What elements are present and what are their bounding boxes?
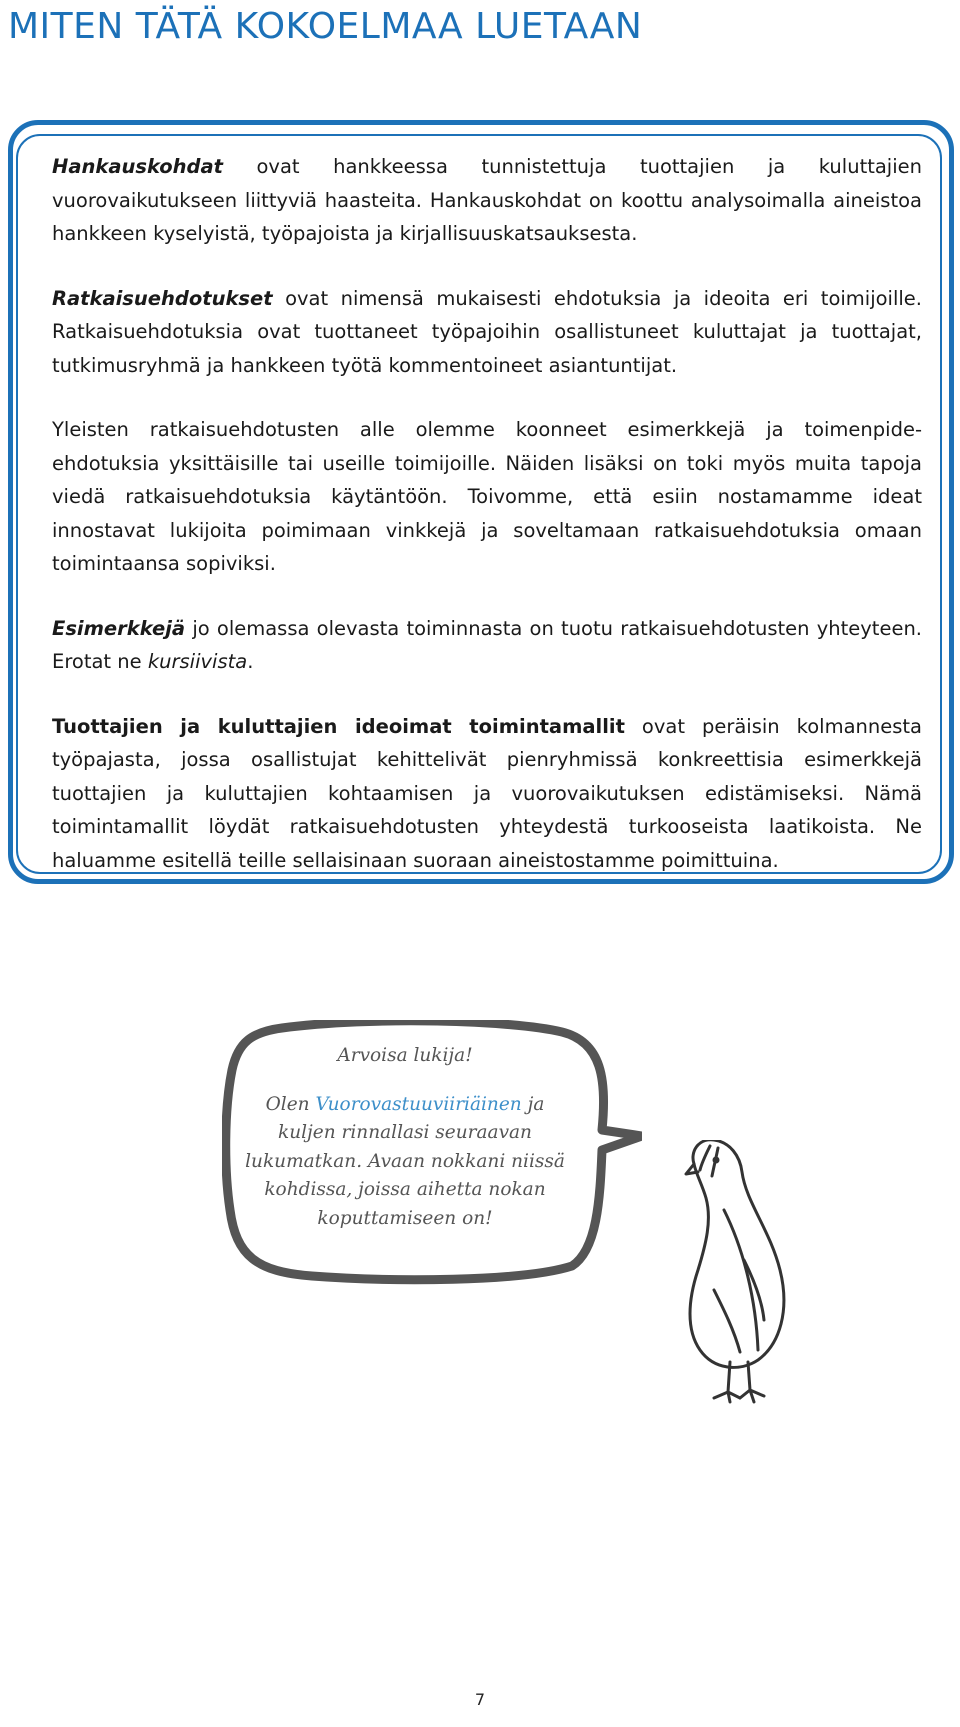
bubble-line-rest: ja kuljen rinnallasi seuraavan lukumatkan. Avaan nokkani niissä kohdissa, joissa aihetta nokan koputtamiseen on!	[245, 1093, 565, 1229]
page-number: 7	[474, 1690, 486, 1709]
bird-name-highlight: Vuorovastuuviiriäinen	[315, 1093, 522, 1115]
paragraph-text: ovat peräisin kolmannesta työpajasta, jossa osallistujat kehittelivät pienryhmissä konkreettisia esimerkkejä tuottajien ja kuluttajien kohtaamisen ja vuorovaikutuksen edistämiseksi. Nämä toimintamallit löydät ratkaisuehdotusten yhteydestä turkooseista laatikoista. Ne haluamme esitellä teille sellaisinaan suoraan aineistostamme poimittuina.	[52, 714, 922, 872]
quail-bird-illustration	[684, 1140, 804, 1410]
paragraph-hankauskohdat	[52, 150, 922, 251]
paragraph-yleisten: Yleisten ratkaisuehdotusten alle olemme koonneet esimerkkejä ja toimenpide-ehdotuksia yksittäisille tai useille toimijoille. Näiden lisäksi on toki myös muita tapoja viedä ratkaisuehdotuksia käytäntöön. Toivomme, että esiin nostamamme ideat innostavat lukijoita poimimaan vinkkejä ja soveltamaan ratkaisuehdotuksia omaan toimintaansa sopiviksi.	[52, 418, 922, 575]
italic-word: kursiivista	[147, 650, 248, 673]
bubble-line-start: Olen	[265, 1093, 316, 1115]
paragraph-text: ovat nimensä mukaisesti ehdotuksia ja ideoita eri toimijoille. Ratkaisuehdotuksia ovat tuottaneet työpajoihin osallistuneet kuluttajat ja tuottajat, tutkimusryhmä ja hankkeen työtä kommentoineet asiantuntijat.	[52, 286, 922, 377]
bubble-greeting: Arvoisa lukija!	[337, 1045, 473, 1066]
term-esimerkkeja: Esimerkkejä	[52, 616, 186, 640]
term-hankauskohdat: Hankauskohdat	[52, 155, 223, 178]
page-title: MITEN TÄTÄ KOKOELMAA LUETAAN	[8, 6, 643, 47]
paragraph-esimerkkeja	[52, 612, 922, 679]
paragraph-toimintamallit	[52, 710, 922, 878]
bubble-text	[240, 1042, 570, 1233]
paragraph-text-end: .	[247, 650, 254, 673]
paragraph-ratkaisuehdotukset	[52, 282, 922, 383]
paragraph-text: jo olemassa olevasta toiminnasta on tuotu ratkaisuehdotusten yhteyteen. Erotat ne	[52, 616, 922, 673]
paragraph-text: ovat hankkeessa tunnistettuja tuottajien ja kuluttajien vuorovaikutukseen liittyviä haasteita. Hankauskohdat on koottu analysoimalla aineistoa hankkeen kyselyistä, työpajoista ja kirjallisuuskatsauksesta.	[52, 155, 922, 245]
term-ratkaisuehdotukset: Ratkaisuehdotukset	[52, 286, 273, 310]
term-toimintamallit: Tuottajien ja kuluttajien ideoimat toimintamallit	[52, 714, 625, 738]
info-box-text	[52, 150, 922, 877]
